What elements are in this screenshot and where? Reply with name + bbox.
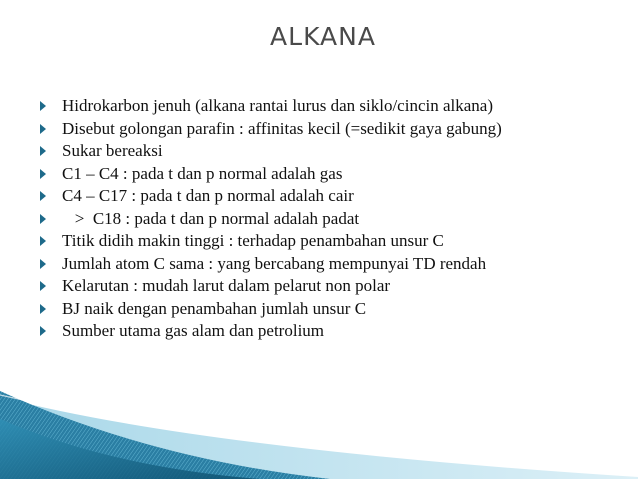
bullet-arrow-icon xyxy=(40,304,46,314)
bullet-arrow-icon xyxy=(40,214,46,224)
bullet-arrow-icon xyxy=(40,101,46,111)
bullet-item xyxy=(40,118,620,141)
bullet-item xyxy=(40,320,620,343)
bullet-text: C1 – C4 : pada t dan p normal adalah gas xyxy=(62,163,343,183)
bullet-item xyxy=(40,140,620,163)
bullet-arrow-icon xyxy=(40,259,46,269)
bullet-item xyxy=(40,185,620,208)
bullet-text: Jumlah atom C sama : yang bercabang mempunyai TD rendah xyxy=(62,253,487,273)
bullet-arrow-icon xyxy=(40,281,46,291)
bullet-text: Sumber utama gas alam dan petrolium xyxy=(62,321,325,341)
bullet-item xyxy=(40,163,620,186)
bullet-text: Sukar bereaksi xyxy=(62,141,163,161)
bullet-item xyxy=(40,275,620,298)
bullet-arrow-icon xyxy=(40,146,46,156)
decorative-swoosh xyxy=(0,389,638,479)
bullet-item xyxy=(40,95,620,118)
bullet-item xyxy=(40,253,620,276)
bullet-text: > C18 : pada t dan p normal adalah padat xyxy=(62,208,360,228)
bullet-text: Titik didih makin tinggi : terhadap penambahan unsur C xyxy=(62,231,444,251)
bullet-item xyxy=(40,230,620,253)
bullet-arrow-icon xyxy=(40,236,46,246)
bullet-arrow-icon xyxy=(40,326,46,336)
bullet-text: Kelarutan : mudah larut dalam pelarut non polar xyxy=(62,276,391,296)
bullet-arrow-icon xyxy=(40,191,46,201)
bullet-item xyxy=(40,208,620,231)
bullet-text: Disebut golongan parafin : affinitas kecil (=sedikit gaya gabung) xyxy=(62,118,502,138)
bullet-text: C4 – C17 : pada t dan p normal adalah cair xyxy=(62,186,354,206)
bullet-text: Hidrokarbon jenuh (alkana rantai lurus dan siklo/cincin alkana) xyxy=(62,96,493,116)
bullet-list xyxy=(40,95,620,343)
bullet-item xyxy=(40,298,620,321)
bullet-arrow-icon xyxy=(40,124,46,134)
bullet-text: BJ naik dengan penambahan jumlah unsur C xyxy=(62,298,367,318)
slide-title: ALKANA xyxy=(270,22,376,51)
bullet-arrow-icon xyxy=(40,169,46,179)
